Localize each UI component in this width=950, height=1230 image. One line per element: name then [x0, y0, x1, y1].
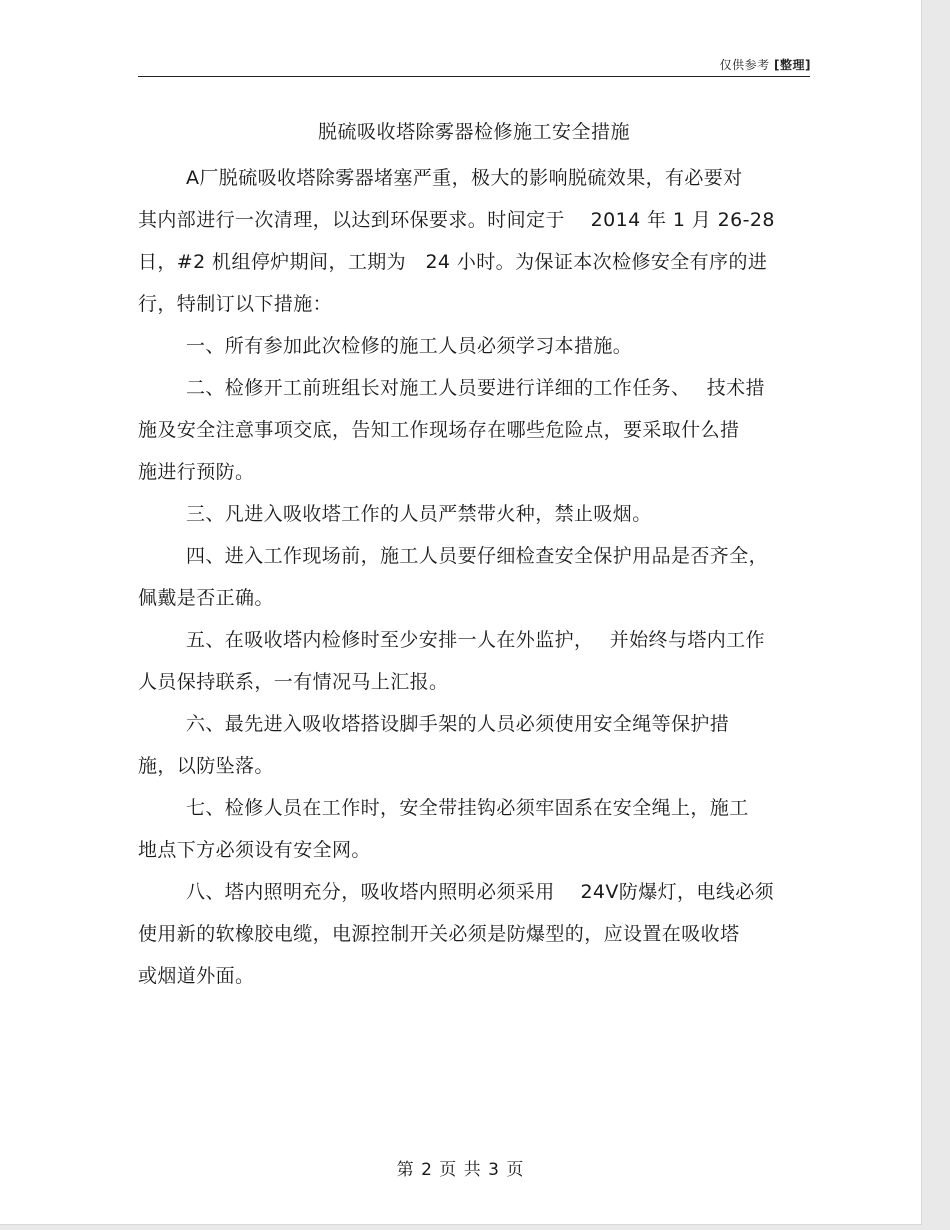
paragraph-line: 行，特制订以下措施： — [138, 293, 333, 315]
header-note-tag: [整理] — [774, 58, 811, 72]
paragraph-line: 七、检修人员在工作时，安全带挂钩必须牢固系在安全绳上，施工 — [186, 797, 749, 819]
paragraph-line: 使用新的软橡胶电缆，电源控制开关必须是防爆型的，应设置在吸收塔 — [138, 923, 740, 945]
paragraph-item-8 — [138, 871, 810, 997]
paragraph-item-1 — [138, 325, 810, 367]
paragraph-line: 施及安全注意事项交底，告知工作现场存在哪些危险点，要采取什么措 — [138, 419, 740, 441]
paragraph-line: 地点下方必须设有安全网。 — [138, 839, 371, 861]
paragraph-line: 四、进入工作现场前，施工人员要仔细检查安全保护用品是否齐全， — [186, 545, 769, 567]
document-body — [138, 157, 810, 997]
paragraph-line: 三、凡进入吸收塔工作的人员严禁带火种，禁止吸烟。 — [186, 503, 652, 525]
paragraph-line: 日，#2 机组停炉期间，工期为 24 小时。为保证本次检修安全有序的进 — [138, 251, 768, 273]
paragraph-intro — [138, 157, 810, 325]
header-note-prefix: 仅供参考 — [719, 58, 770, 72]
paragraph-line: 或烟道外面。 — [138, 965, 255, 987]
paragraph-line: 六、最先进入吸收塔搭设脚手架的人员必须使用安全绳等保护措 — [186, 713, 730, 735]
paragraph-item-4 — [138, 535, 810, 619]
paragraph-item-7 — [138, 787, 810, 871]
document-title: 脱硫吸收塔除雾器检修施工安全措施 — [317, 121, 630, 143]
paragraph-line: 其内部进行一次清理，以达到环保要求。时间定于 2014 年 1 月 26-28 — [138, 209, 775, 231]
paragraph-item-2 — [138, 367, 810, 493]
paragraph-line: 二、检修开工前班组长对施工人员要进行详细的工作任务、 技术措 — [186, 377, 765, 399]
paragraph-line: 八、塔内照明充分，吸收塔内照明必须采用 24V防爆灯，电线必须 — [186, 881, 775, 903]
paragraph-line: 五、在吸收塔内检修时至少安排一人在外监护， 并始终与塔内工作 — [186, 629, 765, 651]
page-footer: 第 2 页 共 3 页 — [396, 1160, 525, 1180]
paragraph-item-6 — [138, 703, 810, 787]
paragraph-line: 佩戴是否正确。 — [138, 587, 274, 609]
paragraph-line: 人员保持联系，一有情况马上汇报。 — [138, 671, 449, 693]
paragraph-item-5 — [138, 619, 810, 703]
header-rule — [138, 76, 810, 77]
paragraph-line: 施，以防坠落。 — [138, 755, 274, 777]
paragraph-line: A厂脱硫吸收塔除雾器堵塞严重，极大的影响脱硫效果，有必要对 — [186, 167, 743, 189]
paragraph-line: 一、所有参加此次检修的施工人员必须学习本措施。 — [186, 335, 633, 357]
paragraph-line: 施进行预防。 — [138, 461, 255, 483]
paragraph-item-3 — [138, 493, 810, 535]
header-note — [720, 56, 811, 73]
